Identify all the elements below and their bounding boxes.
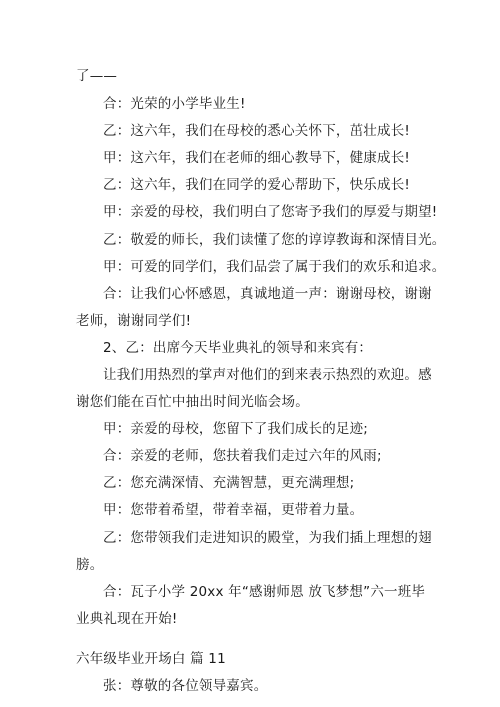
text-line: 乙：这六年，我们在母校的悉心关怀下，茁壮成长!: [103, 123, 411, 139]
text-line: 合：光荣的小学毕业生!: [103, 96, 246, 112]
text-line: 2、乙：出席今天毕业典礼的领导和来宾有：: [103, 340, 373, 356]
text-line: 乙：您充满深情、充满智慧，更充满理想;: [103, 475, 355, 491]
text-line: 让我们用热烈的掌声对他们的到来表示热烈的欢迎。感: [103, 367, 432, 383]
text-line: 甲：亲爱的母校，您留下了我们成长的足迹;: [103, 421, 369, 437]
text-line: 乙：这六年，我们在同学的爱心帮助下，快乐成长!: [103, 177, 411, 193]
text-line: 甲：这六年，我们在老师的细心教导下，健康成长!: [103, 150, 411, 166]
text-line: 甲：可爱的同学们，我们品尝了属于我们的欢乐和追求。: [103, 259, 446, 275]
text-line: 膀。: [76, 557, 104, 573]
text-line: 甲：您带着希望，带着幸福，更带着力量。: [103, 502, 364, 518]
text-line: 乙：您带领我们走进知识的殿堂，为我们插上理想的翅: [103, 530, 432, 546]
text-line: 了——: [76, 68, 118, 84]
text-line: 甲：亲爱的母校，我们明白了您寄予我们的厚爱与期望!: [103, 204, 438, 220]
section-heading: 六年级毕业开场白 篇 11: [76, 651, 226, 667]
text-line: 张：尊敬的各位领导嘉宾。: [103, 678, 268, 694]
text-line: 业典礼现在开始!: [76, 611, 178, 627]
text-line: 合：让我们心怀感恩，真诚地道一声：谢谢母校，谢谢: [103, 286, 432, 302]
text-line: 谢您们能在百忙中抽出时间光临会场。: [76, 394, 309, 410]
text-line: 乙：敬爱的师长，我们读懂了您的谆谆教诲和深情目光。: [103, 232, 446, 248]
text-line: 老师，谢谢同学们!: [76, 313, 192, 329]
text-line: 合：瓦子小学 20xx 年“感谢师恩 放飞梦想”六一班毕: [103, 584, 426, 600]
text-line: 合：亲爱的老师，您扶着我们走过六年的风雨;: [103, 448, 382, 464]
